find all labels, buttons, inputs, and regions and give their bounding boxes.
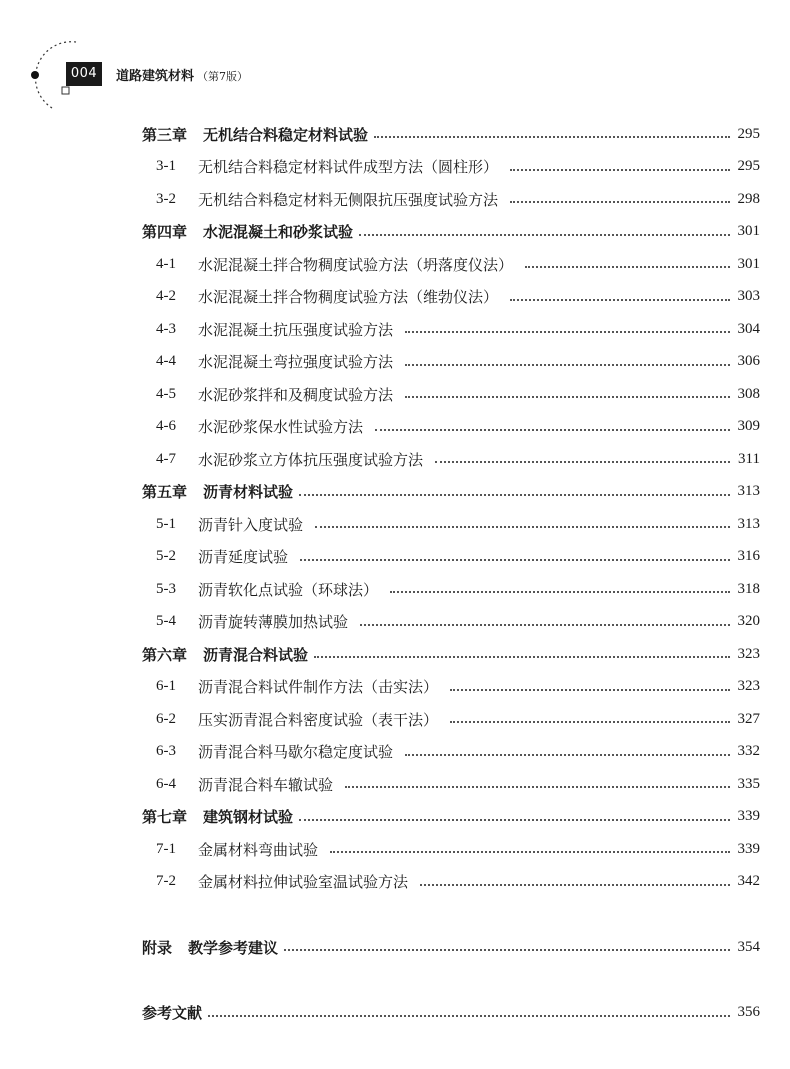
entry-title: 无机结合料稳定材料试件成型方法（圆柱形）	[198, 158, 499, 176]
entry-title: 水泥混凝土拌合物稠度试验方法（维勃仪法）	[198, 288, 499, 306]
entry-page: 316	[737, 548, 760, 564]
entry-number: 5-3	[156, 580, 176, 597]
entry-title: 沥青旋转薄膜加热试验	[198, 613, 349, 631]
book-title: 道路建筑材料	[116, 69, 195, 84]
leader-dots	[525, 266, 730, 268]
entry-page: 295	[737, 158, 760, 174]
entry-page: 318	[737, 580, 760, 597]
toc-chapter-entry[interactable]	[142, 120, 760, 148]
leader-dots	[208, 1015, 730, 1017]
entry-page: 303	[737, 288, 760, 304]
toc-section-entry[interactable]	[142, 673, 760, 701]
leader-dots	[359, 234, 730, 236]
leader-dots	[510, 299, 730, 301]
entry-title: 水泥混凝土拌合物稠度试验方法（坍落度仪法）	[198, 255, 514, 274]
leader-dots	[374, 136, 730, 138]
entry-number: 7-1	[156, 840, 176, 857]
toc-section-entry[interactable]	[142, 315, 760, 343]
entry-number: 5-4	[156, 613, 176, 629]
entry-number: 第六章	[142, 645, 188, 664]
entry-number: 4-4	[156, 353, 176, 369]
leader-dots	[390, 591, 730, 593]
leader-dots	[420, 884, 730, 886]
toc-section-entry[interactable]	[142, 770, 760, 798]
entry-number: 第四章	[142, 223, 188, 241]
entry-number: 4-2	[156, 288, 176, 304]
entry-title: 沥青针入度试验	[198, 515, 304, 534]
leader-dots	[375, 429, 730, 431]
toc-section-entry[interactable]	[142, 250, 760, 278]
leader-dots	[299, 494, 730, 496]
leader-dots	[405, 364, 730, 366]
toc-chapter-entry[interactable]	[142, 803, 760, 831]
entry-page: 306	[737, 353, 760, 369]
entry-page: 309	[737, 418, 760, 434]
entry-title: 水泥混凝土和砂浆试验	[203, 223, 354, 241]
entry-page: 320	[737, 613, 760, 629]
toc-section-entry[interactable]	[142, 868, 760, 896]
entry-number: 6-4	[156, 775, 176, 792]
entry-title: 水泥砂浆拌和及稠度试验方法	[198, 385, 394, 404]
leader-dots	[435, 461, 730, 463]
entry-page: 301	[737, 255, 760, 272]
leader-dots	[314, 656, 730, 658]
entry-page: 356	[737, 1004, 760, 1020]
entry-title: 沥青混合料车辙试验	[198, 775, 334, 794]
entry-title: 无机结合料稳定材料试验	[203, 125, 369, 144]
leader-dots	[450, 689, 730, 691]
leader-dots	[360, 624, 730, 626]
entry-page: 301	[737, 223, 760, 239]
entry-page: 327	[737, 710, 760, 727]
entry-number: 4-7	[156, 450, 176, 467]
entry-title: 压实沥青混合料密度试验（表干法）	[198, 710, 439, 729]
entry-page: 339	[737, 840, 760, 857]
entry-title: 水泥砂浆立方体抗压强度试验方法	[198, 450, 424, 469]
entry-number: 4-5	[156, 385, 176, 402]
entry-title: 水泥砂浆保水性试验方法	[198, 418, 364, 436]
entry-page: 308	[737, 385, 760, 402]
entry-title: 沥青延度试验	[198, 548, 289, 566]
entry-page: 311	[738, 450, 760, 467]
entry-number: 5-1	[156, 515, 176, 532]
entry-page: 313	[737, 515, 760, 532]
entry-title: 金属材料拉伸试验室温试验方法	[198, 873, 409, 891]
toc-section-entry[interactable]	[142, 608, 760, 636]
entry-title: 无机结合料稳定材料无侧限抗压强度试验方法	[198, 190, 499, 209]
leader-dots	[510, 169, 730, 171]
entry-number: 5-2	[156, 548, 176, 564]
entry-number: 第七章	[142, 808, 188, 826]
entry-number: 6-2	[156, 710, 176, 727]
entry-page: 323	[737, 678, 760, 694]
entry-title: 沥青混合料试验	[203, 645, 309, 664]
book-edition: （第7版）	[197, 70, 249, 83]
toc-section-entry[interactable]	[142, 445, 760, 473]
running-header	[116, 65, 248, 84]
leader-dots	[405, 331, 730, 333]
entry-page: 313	[737, 483, 760, 499]
entry-number: 4-6	[156, 418, 176, 434]
entry-page: 295	[737, 125, 760, 142]
entry-number: 4-3	[156, 320, 176, 337]
leader-dots	[315, 526, 730, 528]
toc-chapter-entry[interactable]	[142, 478, 760, 506]
entry-title: 参考文献	[142, 1004, 203, 1022]
entry-title: 水泥混凝土弯拉强度试验方法	[198, 353, 394, 371]
toc-chapter-entry[interactable]	[142, 933, 760, 961]
leader-dots	[405, 754, 730, 756]
entry-title: 教学参考建议	[188, 938, 279, 957]
leader-dots	[299, 819, 730, 821]
toc-section-entry[interactable]	[142, 543, 760, 571]
entry-title: 沥青混合料试件制作方法（击实法）	[198, 678, 439, 696]
entry-page: 298	[737, 190, 760, 207]
toc-section-entry[interactable]	[142, 185, 760, 213]
entry-number: 6-1	[156, 678, 176, 694]
leader-dots	[345, 786, 730, 788]
toc-section-entry[interactable]	[142, 835, 760, 863]
entry-title: 沥青材料试验	[203, 483, 294, 501]
entry-page: 342	[737, 873, 760, 889]
entry-number: 第五章	[142, 483, 188, 501]
toc-section-entry[interactable]	[142, 283, 760, 311]
entry-title: 建筑钢材试验	[203, 808, 294, 826]
leader-dots	[510, 201, 730, 203]
entry-number: 3-2	[156, 190, 176, 207]
entry-page: 332	[737, 743, 760, 759]
entry-number: 6-3	[156, 743, 176, 759]
leader-dots	[284, 949, 730, 951]
page-number: 004	[66, 62, 102, 86]
toc-section-entry[interactable]	[142, 510, 760, 538]
leader-dots	[405, 396, 730, 398]
entry-page: 354	[737, 938, 760, 955]
toc-section-entry[interactable]	[142, 380, 760, 408]
toc-section-entry[interactable]	[142, 575, 760, 603]
leader-dots	[450, 721, 730, 723]
toc-section-entry[interactable]	[142, 153, 760, 181]
toc-chapter-entry[interactable]	[142, 218, 760, 246]
entry-page: 335	[737, 775, 760, 792]
entry-number: 附录	[142, 938, 173, 957]
entry-page: 304	[737, 320, 760, 337]
entry-title: 沥青软化点试验（环球法）	[198, 580, 379, 599]
entry-page: 339	[737, 808, 760, 824]
toc-section-entry[interactable]	[142, 705, 760, 733]
leader-dots	[300, 559, 730, 561]
entry-title: 水泥混凝土抗压强度试验方法	[198, 320, 394, 339]
toc-section-entry[interactable]	[142, 413, 760, 441]
entry-page: 323	[737, 645, 760, 662]
toc-section-entry[interactable]	[142, 348, 760, 376]
entry-number: 4-1	[156, 255, 176, 272]
toc-chapter-entry[interactable]	[142, 640, 760, 668]
toc-chapter-entry[interactable]	[142, 999, 760, 1027]
entry-number: 第三章	[142, 125, 188, 144]
entry-number: 7-2	[156, 873, 176, 889]
toc-section-entry[interactable]	[142, 738, 760, 766]
entry-title: 沥青混合料马歇尔稳定度试验	[198, 743, 394, 761]
entry-number: 3-1	[156, 158, 176, 174]
entry-title: 金属材料弯曲试验	[198, 840, 319, 859]
leader-dots	[330, 851, 730, 853]
